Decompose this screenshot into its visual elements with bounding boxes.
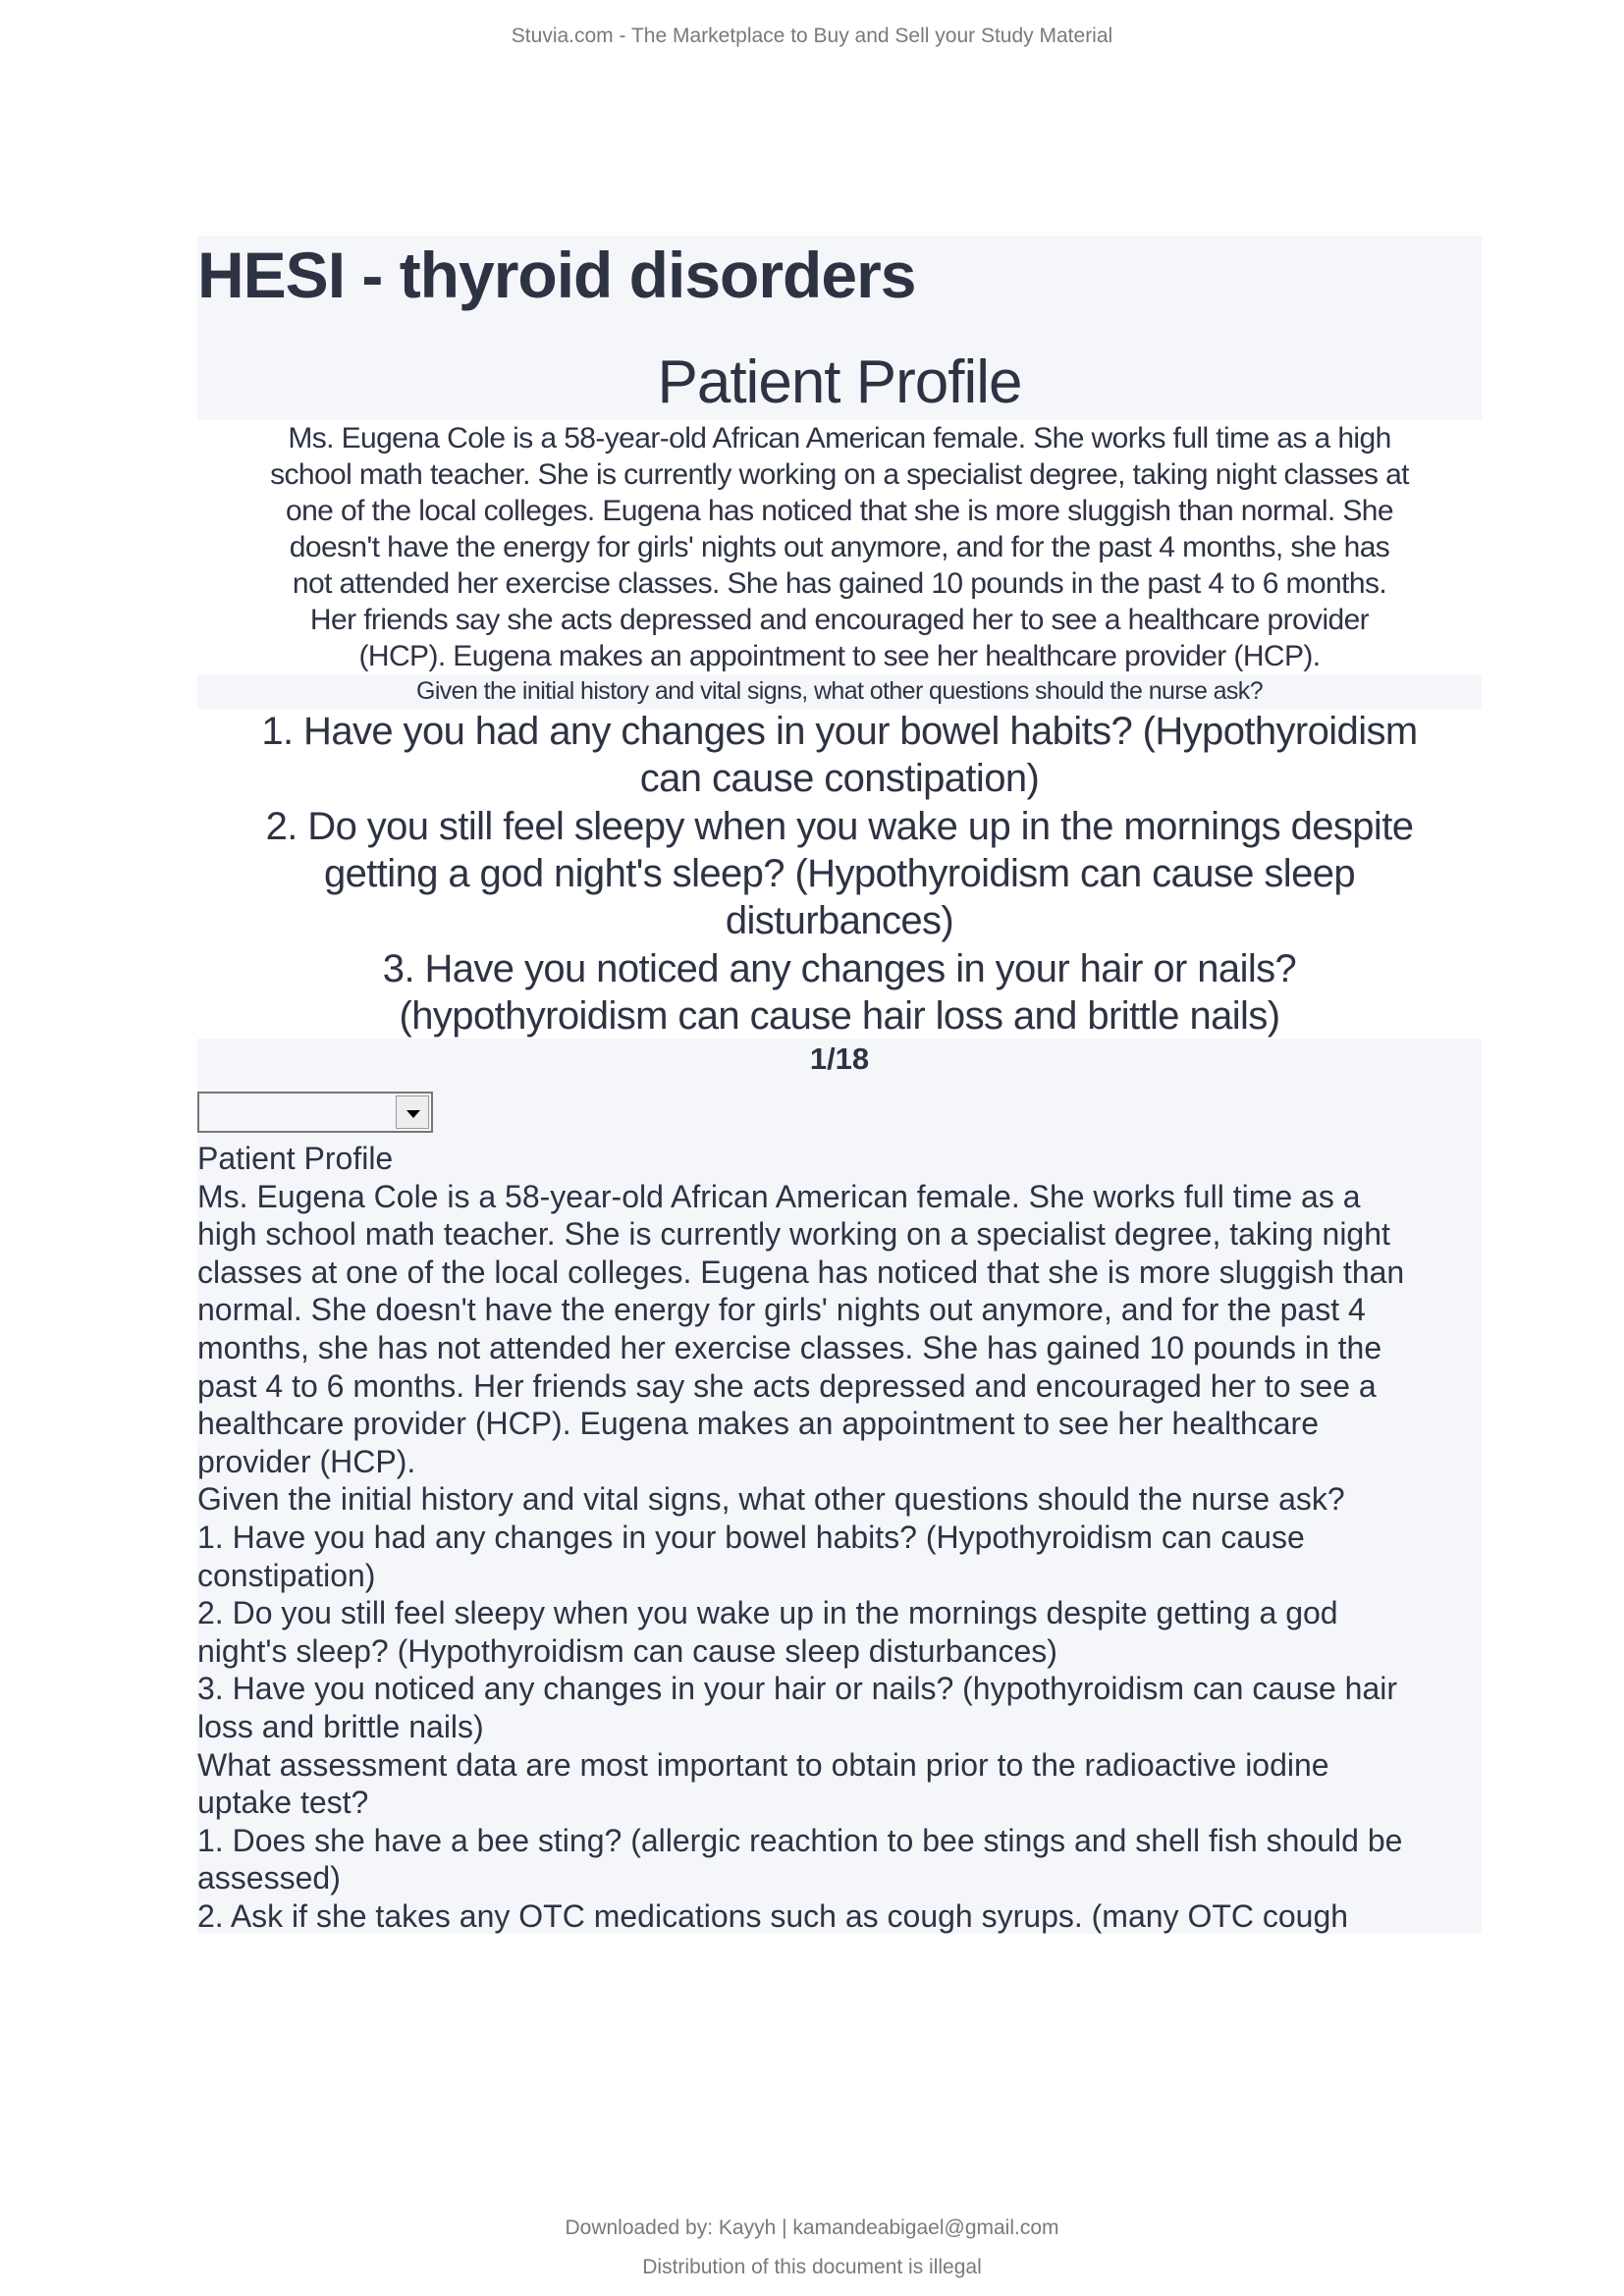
body-line: What assessment data are most important to obtain prior to the radioactive iodine — [197, 1746, 1329, 1783]
body-line: constipation) — [197, 1557, 376, 1593]
body-line: uptake test? — [197, 1785, 369, 1821]
intro-line: Her friends say she acts depressed and encouraged her to see a healthcare provider — [309, 604, 1370, 636]
chevron-down-icon[interactable] — [396, 1095, 429, 1129]
body-line: healthcare provider (HCP). Eugena makes an appointment to see her healthcare — [197, 1406, 1319, 1442]
body-line: Patient Profile — [197, 1141, 394, 1176]
body-line: normal. She doesn't have the energy for girls' nights out anymore, and for the past 4 — [197, 1292, 1366, 1328]
body-text — [197, 1140, 1404, 1935]
intro-line: (HCP). Eugena makes an appointment to see her healthcare provider (HCP). — [358, 640, 1321, 672]
body-line: 1. Does she have a bee sting? (allergic reachtion to bee stings and shell fish should be — [197, 1822, 1403, 1858]
body-line: Given the initial history and vital signs, what other questions should the nurse ask? — [197, 1481, 1345, 1518]
intro-line: Ms. Eugena Cole is a 58-year-old African American female. She works full time as a high — [288, 422, 1391, 454]
body-line: 1. Have you had any changes in your bowel habits? (Hypothyroidism can cause — [197, 1519, 1305, 1555]
body-line: months, she has not attended her exercise classes. She has gained 10 pounds in the — [197, 1329, 1382, 1365]
answer-line: 2. Do you still feel sleepy when you wake up in the mornings despite — [265, 804, 1414, 848]
document-title: HESI - thyroid disorders — [197, 239, 916, 311]
body-line: 3. Have you noticed any changes in your hair or nails? (hypothyroidism can cause hair — [197, 1671, 1397, 1707]
section-heading: Patient Profile — [657, 348, 1022, 416]
dropdown-select[interactable] — [197, 1092, 433, 1133]
answer-line: getting a god night's sleep? (Hypothyroidism can cause sleep — [323, 851, 1356, 895]
body-line: Ms. Eugena Cole is a 58-year-old African American female. She works full time as a — [197, 1178, 1361, 1214]
intro-line: not attended her exercise classes. She has gained 10 pounds in the past 4 to 6 months. — [292, 567, 1387, 600]
answer-line: 1. Have you had any changes in your bowel habits? (Hypothyroidism — [261, 710, 1418, 753]
body-line: assessed) — [197, 1860, 341, 1896]
intro-line: school math teacher. She is currently working on a specialist degree, taking night classes at — [270, 458, 1409, 491]
body-line: classes at one of the local colleges. Eugena has noticed that she is more sluggish than — [197, 1254, 1405, 1290]
answer-line: (hypothyroidism can cause hair loss and brittle nails) — [399, 993, 1280, 1038]
answer-line: disturbances) — [725, 899, 954, 943]
body-line: night's sleep? (Hypothyroidism can cause sleep disturbances) — [197, 1632, 1057, 1669]
page-indicator: 1/18 — [809, 1041, 870, 1076]
body-line: 2. Ask if she takes any OTC medications such as cough syrups. (many OTC cough — [197, 1897, 1349, 1934]
footer-notice: Distribution of this document is illegal — [642, 2256, 982, 2278]
body-line: provider (HCP). — [197, 1443, 416, 1479]
body-line: 2. Do you still feel sleepy when you wake up in the mornings despite getting a god — [197, 1595, 1338, 1631]
intro-line: doesn't have the energy for girls' nights out anymore, and for the past 4 months, she has — [289, 531, 1390, 563]
answer-line: 3. Have you noticed any changes in your hair or nails? — [382, 946, 1297, 990]
body-line: loss and brittle nails) — [197, 1708, 484, 1744]
question-text: Given the initial history and vital signs, what other questions should the nurse ask? — [415, 677, 1263, 705]
page-header: Stuvia.com - The Marketplace to Buy and Sell your Study Material — [511, 25, 1113, 47]
intro-line: one of the local colleges. Eugena has noticed that she is more sluggish than normal. She — [286, 495, 1393, 527]
body-line: high school math teacher. She is currently working on a specialist degree, taking night — [197, 1216, 1390, 1253]
footer-downloaded: Downloaded by: Kayyh | kamandeabigael@gmail.com — [565, 2216, 1059, 2239]
body-line: past 4 to 6 months. Her friends say she acts depressed and encouraged her to see a — [197, 1367, 1377, 1404]
answer-line: can cause constipation) — [639, 757, 1040, 801]
